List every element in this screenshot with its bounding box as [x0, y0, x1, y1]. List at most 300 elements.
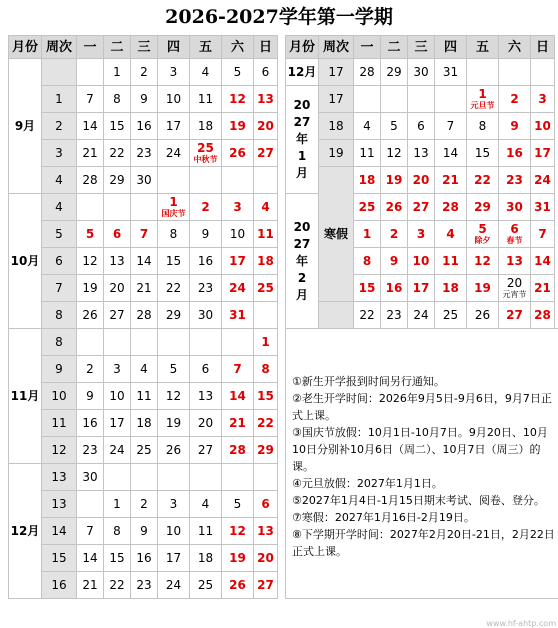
day-cell — [380, 274, 408, 302]
column-header-text: 日 — [258, 39, 272, 55]
day-number: 13 — [197, 388, 214, 403]
day-number: 3 — [169, 496, 178, 511]
month-label — [8, 463, 42, 599]
day-cell — [76, 355, 104, 383]
day-cell — [498, 112, 531, 140]
column-header — [318, 35, 354, 59]
day-cell — [76, 382, 104, 410]
month-label — [285, 58, 319, 86]
day-number: 16 — [506, 145, 523, 160]
day-cell — [189, 409, 222, 437]
day-number: 21 — [229, 415, 246, 430]
week-number — [41, 85, 77, 113]
day-number: 11 — [442, 253, 459, 268]
day-number: 29 — [109, 172, 125, 187]
day-number: 30 — [197, 307, 214, 322]
day-number: 3 — [169, 64, 178, 79]
day-number: 1 — [261, 334, 270, 349]
day-number: 2 — [201, 199, 210, 214]
day-cell — [434, 85, 467, 113]
day-number: 26 — [165, 442, 182, 457]
day-number: 21 — [534, 280, 551, 295]
week-number-text: 12 — [51, 442, 67, 457]
day-number: 8 — [113, 91, 121, 106]
day-cell — [221, 274, 254, 302]
day-cell — [380, 166, 408, 194]
day-number: 3 — [538, 91, 547, 106]
day-number: 24 — [413, 307, 429, 322]
day-number: 10 — [229, 226, 246, 241]
day-number: 30 — [413, 64, 429, 79]
day-cell — [253, 517, 278, 545]
day-cell — [103, 544, 131, 572]
day-cell — [530, 166, 555, 194]
column-header-text: 日 — [535, 39, 549, 55]
week-number-text: 10 — [51, 388, 67, 403]
day-cell — [530, 301, 555, 329]
column-header — [76, 35, 104, 59]
week-number-text: 4 — [55, 172, 63, 187]
day-cell — [353, 58, 381, 86]
day-cell — [157, 58, 190, 86]
day-number: 23 — [506, 172, 523, 187]
week-number — [41, 544, 77, 572]
day-cell — [253, 166, 278, 194]
day-number: 20 — [257, 550, 274, 565]
day-cell — [157, 544, 190, 572]
column-header — [221, 35, 254, 59]
day-number: 16 — [82, 415, 98, 430]
day-number: 23 — [136, 145, 152, 160]
day-cell — [76, 274, 104, 302]
week-number-text: 13 — [51, 496, 67, 511]
day-cell — [434, 139, 467, 167]
day-cell — [189, 220, 222, 248]
day-number: 17 — [109, 415, 125, 430]
day-number: 4 — [201, 64, 210, 79]
day-cell — [157, 490, 190, 518]
day-number: 10 — [534, 118, 551, 133]
day-cell — [498, 58, 531, 86]
day-cell — [103, 193, 131, 221]
column-header-text: 二 — [387, 39, 401, 55]
day-number: 17 — [412, 280, 430, 295]
day-number: 12 — [229, 91, 246, 106]
week-number — [318, 85, 354, 113]
day-cell — [221, 571, 254, 599]
day-cell — [530, 58, 555, 86]
day-cell — [434, 193, 467, 221]
day-number: 4 — [446, 226, 455, 241]
day-cell — [530, 247, 555, 275]
day-cell — [103, 517, 131, 545]
day-number: 23 — [197, 280, 214, 295]
day-cell — [380, 247, 408, 275]
day-number: 9 — [201, 226, 210, 241]
week-number — [41, 436, 77, 464]
day-cell — [253, 490, 278, 518]
day-number: 5 — [478, 222, 487, 236]
day-cell — [353, 85, 381, 113]
day-cell — [466, 274, 499, 302]
day-number: 17 — [534, 145, 551, 160]
column-header-text: 一 — [83, 39, 97, 55]
day-number: 11 — [257, 226, 274, 241]
day-cell — [221, 355, 254, 383]
day-number: 30 — [82, 469, 98, 484]
day-cell — [130, 571, 158, 599]
day-cell — [221, 301, 254, 329]
week-number-text: 19 — [328, 145, 344, 160]
day-number: 18 — [136, 415, 152, 430]
calendar-title: 2026-2027学年第一学期 — [165, 6, 393, 28]
day-cell — [103, 328, 131, 356]
day-number: 11 — [359, 145, 375, 160]
day-cell — [157, 220, 190, 248]
day-cell — [189, 544, 222, 572]
week-number-text: 3 — [55, 145, 63, 160]
day-cell — [380, 85, 408, 113]
column-header — [103, 35, 131, 59]
day-cell — [189, 247, 222, 275]
day-number: 27 — [257, 145, 274, 160]
day-cell — [530, 274, 555, 302]
week-number-text: 5 — [55, 226, 63, 241]
day-number: 30 — [506, 199, 523, 214]
day-number: 22 — [109, 145, 125, 160]
day-number: 24 — [109, 442, 125, 457]
day-cell — [353, 166, 381, 194]
column-header-text: 六 — [507, 39, 521, 55]
note-line: ①新生开学报到时间另行通知。 — [292, 375, 445, 388]
day-cell — [157, 85, 190, 113]
month-label — [8, 193, 42, 329]
day-cell — [466, 58, 499, 86]
day-number: 31 — [534, 199, 551, 214]
day-cell — [407, 58, 435, 86]
day-number: 14 — [229, 388, 246, 403]
day-cell — [434, 247, 467, 275]
month-label — [8, 58, 42, 194]
day-cell — [76, 463, 104, 491]
day-cell — [253, 193, 278, 221]
day-number: 27 — [257, 577, 274, 592]
week-number — [318, 58, 354, 86]
day-number: 22 — [474, 172, 491, 187]
column-header-text: 三 — [414, 39, 428, 55]
day-number: 15 — [257, 388, 274, 403]
day-number: 12 — [386, 145, 402, 160]
month-label-text: 2027年1月 — [293, 98, 311, 180]
day-cell — [130, 274, 158, 302]
day-number: 14 — [534, 253, 551, 268]
day-number: 2 — [510, 91, 519, 106]
note-line: ⑦寒假：2027年1月16日-2月19日。 — [292, 511, 475, 524]
holiday-label: 中秋节 — [193, 155, 218, 164]
day-number: 29 — [386, 64, 402, 79]
day-number: 24 — [165, 577, 182, 592]
day-number: 14 — [136, 253, 152, 268]
day-cell — [103, 571, 131, 599]
day-cell — [76, 409, 104, 437]
day-cell — [407, 166, 435, 194]
day-number: 6 — [261, 64, 270, 79]
day-cell — [130, 463, 158, 491]
day-cell — [434, 301, 467, 329]
day-number: 14 — [82, 118, 98, 133]
week-number — [41, 274, 77, 302]
day-cell — [157, 571, 190, 599]
day-cell — [253, 112, 278, 140]
day-cell — [76, 166, 104, 194]
day-cell — [189, 517, 222, 545]
day-number: 18 — [197, 550, 214, 565]
day-number: 1 — [113, 64, 121, 79]
day-number: 21 — [82, 145, 98, 160]
day-cell — [103, 301, 131, 329]
day-number: 3 — [113, 361, 121, 376]
column-header-text: 一 — [360, 39, 374, 55]
day-cell — [434, 58, 467, 86]
week-number — [41, 166, 77, 194]
day-cell — [498, 166, 531, 194]
column-header-text: 周次 — [322, 39, 349, 55]
day-cell — [221, 58, 254, 86]
day-number: 12 — [229, 523, 246, 538]
week-number-text: 1 — [55, 91, 63, 106]
day-cell — [76, 247, 104, 275]
day-number: 13 — [506, 253, 523, 268]
day-cell — [221, 220, 254, 248]
day-cell — [221, 328, 254, 356]
day-cell — [498, 247, 531, 275]
column-header-text: 五 — [198, 39, 212, 55]
day-number: 25 — [136, 442, 152, 457]
note-line: ④元旦放假：2027年1月1日。 — [292, 477, 443, 490]
day-number: 19 — [82, 280, 98, 295]
day-number: 12 — [474, 253, 491, 268]
week-number-text: 18 — [328, 118, 344, 133]
day-number: 15 — [165, 253, 182, 268]
day-number: 29 — [165, 307, 182, 322]
day-cell — [253, 328, 278, 356]
day-number: 4 — [201, 496, 210, 511]
day-cell — [103, 58, 131, 86]
week-number — [318, 301, 354, 329]
day-number: 8 — [113, 523, 121, 538]
day-cell — [353, 220, 381, 248]
holiday-label: 国庆节 — [161, 209, 186, 218]
month-label-text: 2027年2月 — [293, 219, 311, 302]
day-number: 23 — [136, 577, 152, 592]
day-number: 8 — [261, 361, 270, 376]
day-number: 10 — [165, 91, 182, 106]
day-cell — [253, 409, 278, 437]
day-number: 12 — [165, 388, 182, 403]
day-number: 28 — [136, 307, 152, 322]
day-number: 20 — [197, 415, 214, 430]
day-number: 1 — [113, 496, 121, 511]
note-line: ⑧下学期开学时间：2027年2月20日-21日，2月22日正式上课。 — [292, 528, 555, 558]
day-cell — [157, 355, 190, 383]
column-header — [466, 35, 499, 59]
day-number: 6 — [201, 361, 210, 376]
day-number: 22 — [359, 307, 375, 322]
day-number: 1 — [478, 87, 487, 101]
day-number: 22 — [109, 577, 125, 592]
day-cell — [498, 220, 531, 248]
column-header-text: 月份 — [288, 39, 315, 55]
day-cell — [157, 328, 190, 356]
day-cell — [157, 247, 190, 275]
day-number: 7 — [538, 226, 547, 241]
day-number: 4 — [261, 199, 270, 214]
column-header — [130, 35, 158, 59]
day-cell — [221, 463, 254, 491]
week-number — [41, 328, 77, 356]
week-number — [41, 247, 77, 275]
holiday-label: 春节 — [506, 236, 523, 245]
day-cell — [157, 139, 190, 167]
day-cell — [353, 274, 381, 302]
day-cell — [530, 112, 555, 140]
day-cell — [253, 220, 278, 248]
week-number — [41, 463, 77, 491]
holiday-label: 除夕 — [474, 236, 491, 245]
column-header — [189, 35, 222, 59]
day-cell — [130, 436, 158, 464]
day-number: 20 — [506, 276, 523, 290]
week-number-text: 2 — [55, 118, 63, 133]
day-number: 4 — [140, 361, 148, 376]
day-cell — [466, 139, 499, 167]
month-label-text: 10月 — [10, 253, 40, 268]
day-cell — [130, 301, 158, 329]
day-cell — [466, 193, 499, 221]
day-cell — [157, 301, 190, 329]
day-number: 2 — [140, 64, 148, 79]
day-cell — [157, 382, 190, 410]
column-header-text: 月份 — [11, 39, 38, 55]
semester-calendar-grid — [8, 35, 555, 623]
day-cell — [407, 220, 435, 248]
week-number-text: 8 — [55, 307, 63, 322]
month-label — [8, 328, 42, 464]
week-number — [41, 193, 77, 221]
day-cell — [466, 112, 499, 140]
day-cell — [221, 517, 254, 545]
week-number-text: 11 — [51, 415, 67, 430]
day-number: 8 — [478, 118, 487, 133]
day-number: 8 — [362, 253, 372, 268]
day-cell — [76, 85, 104, 113]
day-number: 9 — [140, 523, 148, 538]
week-number-text: 16 — [51, 577, 67, 592]
week-number-text: 14 — [51, 523, 67, 538]
week-number — [41, 490, 77, 518]
month-label-text: 11月 — [10, 388, 40, 403]
day-cell — [130, 166, 158, 194]
day-cell — [353, 247, 381, 275]
day-number: 16 — [385, 280, 403, 295]
day-cell — [434, 166, 467, 194]
day-cell — [498, 193, 531, 221]
day-cell — [189, 490, 222, 518]
day-number: 23 — [82, 442, 98, 457]
week-number — [41, 301, 77, 329]
day-number: 7 — [233, 361, 242, 376]
day-number: 9 — [86, 388, 94, 403]
day-number: 28 — [359, 64, 375, 79]
day-cell — [221, 382, 254, 410]
day-cell — [498, 301, 531, 329]
week-number-text: 17 — [328, 64, 344, 79]
day-cell — [434, 220, 467, 248]
week-number — [41, 409, 77, 437]
day-cell — [157, 463, 190, 491]
day-cell — [253, 436, 278, 464]
day-cell — [530, 220, 555, 248]
day-cell — [253, 274, 278, 302]
day-number: 18 — [358, 172, 376, 187]
day-number: 23 — [386, 307, 402, 322]
week-number — [41, 355, 77, 383]
day-number: 28 — [442, 199, 459, 214]
day-number: 6 — [112, 226, 122, 241]
day-number: 25 — [257, 280, 274, 295]
day-number: 27 — [506, 307, 523, 322]
day-cell — [253, 301, 278, 329]
day-number: 9 — [140, 91, 148, 106]
column-header-text: 周次 — [45, 39, 72, 55]
day-number: 29 — [474, 199, 491, 214]
column-header — [353, 35, 381, 59]
day-cell — [466, 220, 499, 248]
day-number: 21 — [82, 577, 98, 592]
day-number: 19 — [229, 550, 246, 565]
column-header — [41, 35, 77, 59]
day-number: 7 — [139, 226, 149, 241]
day-number: 19 — [165, 415, 182, 430]
week-number — [41, 139, 77, 167]
day-cell — [466, 85, 499, 113]
day-cell — [466, 301, 499, 329]
day-number: 27 — [109, 307, 125, 322]
note-line: ③国庆节放假：10月1日-10月7日。9月20日、10月10日分别补10月6日（周二）、10月7日（周三）的课。 — [292, 426, 548, 473]
day-number: 19 — [385, 172, 403, 187]
day-number: 7 — [446, 118, 455, 133]
day-cell — [157, 166, 190, 194]
day-cell — [189, 58, 222, 86]
day-number: 17 — [229, 253, 246, 268]
week-number — [318, 112, 354, 140]
day-number: 9 — [389, 253, 399, 268]
winter-break-label — [318, 166, 354, 302]
day-cell — [253, 544, 278, 572]
day-cell — [130, 220, 158, 248]
day-cell — [157, 517, 190, 545]
month-label — [285, 85, 319, 194]
day-number: 2 — [389, 226, 399, 241]
column-header — [530, 35, 555, 59]
day-cell — [103, 409, 131, 437]
day-number: 16 — [136, 550, 152, 565]
day-number: 13 — [109, 253, 125, 268]
day-cell — [76, 112, 104, 140]
day-number: 27 — [197, 442, 214, 457]
column-header-text: 四 — [443, 39, 457, 55]
day-cell — [76, 436, 104, 464]
